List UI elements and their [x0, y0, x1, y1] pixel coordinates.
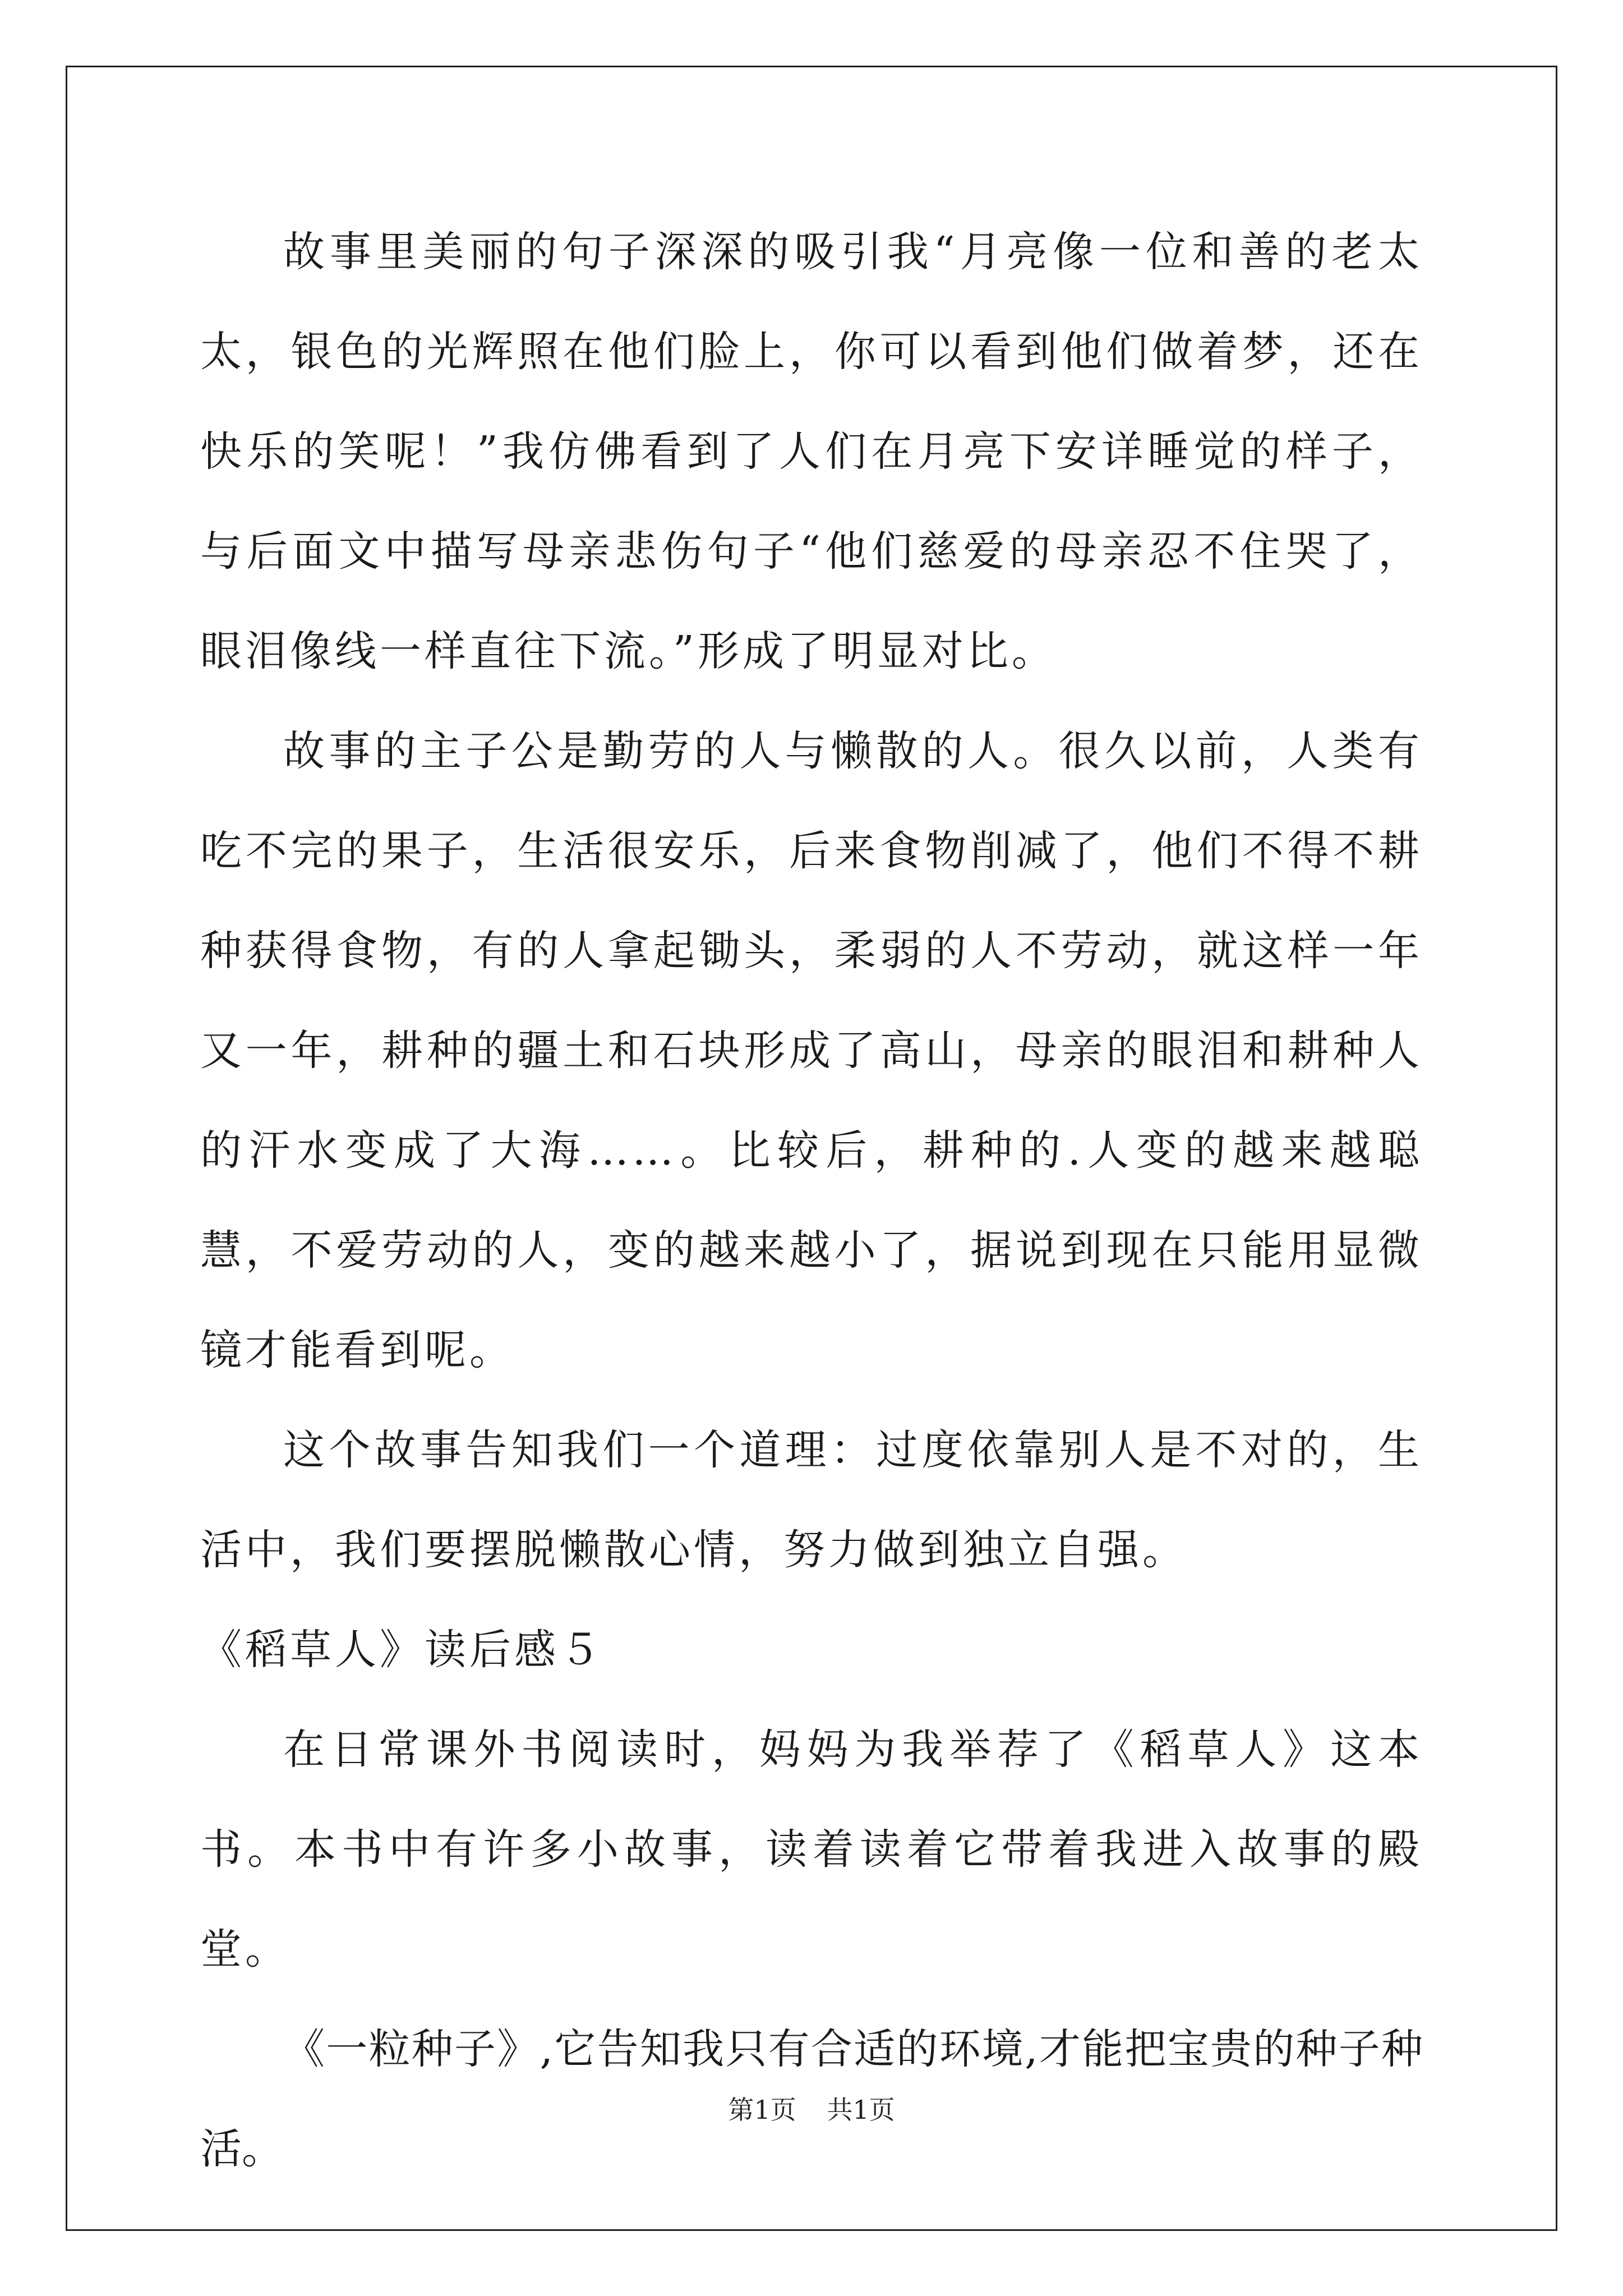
document-body: [200, 202, 1423, 2199]
paragraph-moon-description: 故事里美丽的句子深深的吸引我“月亮像一位和善的老太太，银色的光辉照在他们脸上，你可以看到他们做着梦，还在快乐的笑呢！”我仿佛看到了人们在月亮下安详睡觉的样子，与后面文中描写母亲悲伤句子“他们慈爱的母亲忍不住哭了，眼泪像线一样直往下流。”形成了明显对比。: [200, 228, 1423, 675]
page-footer: [0, 2090, 1623, 2127]
paragraph-moral: 这个故事告知我们一个道理：过度依靠别人是不对的，生活中，我们要摆脱懒散心情，努力做到独立自强。: [200, 1426, 1423, 1574]
page-number: 第1页: [728, 2095, 796, 2125]
paragraph-story-summary: 故事的主子公是勤劳的人与懒散的人。很久以前，人类有吃不完的果子，生活很安乐，后来食物削减了，他们不得不耕种获得食物，有的人拿起锄头，柔弱的人不劳动，就这样一年又一年，耕种的疆土和石块形成了高山，母亲的眼泪和耕种人的汗水变成了大海……。比较后，耕种的.人变的越来越聪慧，不爱劳动的人，变的越来越小了，据说到现在只能用显微镜才能看到呢。: [200, 727, 1423, 1374]
paragraph-seed-story: 《一粒种子》,它告知我只有合适的环境,才能把宝贵的种子种活。: [200, 2025, 1423, 2173]
paragraph-book-intro: 在日常课外书阅读时，妈妈为我举荐了《稻草人》这本书。本书中有许多小故事，读着读着它带着我进入故事的殿堂。: [200, 1726, 1423, 1973]
section-heading: 《稻草人》读后感５: [200, 1626, 604, 1674]
page-total: 共1页: [827, 2095, 895, 2125]
